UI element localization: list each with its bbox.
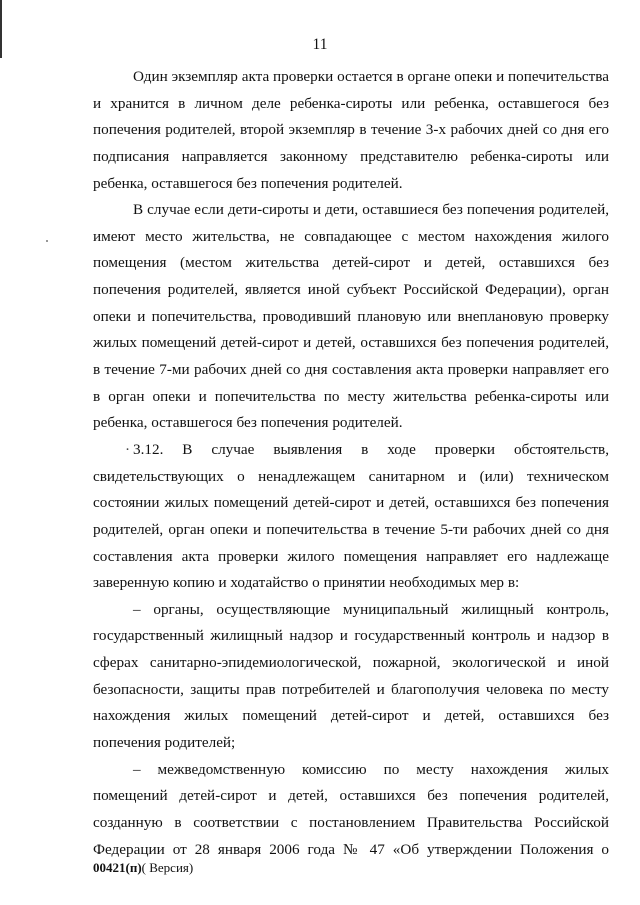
text-line (93, 570, 609, 597)
line-text: попечения родителей, второй экземпляр в течение 3-х рабочих дней со дня его (93, 121, 609, 139)
line-text: имеют место жительства, не совпадающее с местом нахождения жилого (93, 227, 609, 245)
text-line (93, 410, 609, 437)
line-text: сферах санитарно-эпидемиологической, пожарной, экологической и иной (93, 654, 609, 672)
text-line (93, 437, 609, 464)
line-text: жилых помещений детей-сирот и детей, оставшихся без попечения родителей, (93, 334, 609, 352)
text-line (93, 650, 609, 677)
line-text: созданную в соответствии с постановлением Правительства Российской (93, 813, 609, 831)
text-line (93, 277, 609, 304)
line-text: опеки и попечительства, проводивший плановую или внеплановую проверку (93, 307, 609, 325)
line-text: попечения родителей; (93, 734, 236, 752)
line-text: В случае если дети-сироты и дети, оставшиеся без попечения родителей, (133, 201, 609, 219)
text-line (93, 304, 609, 331)
margin-bullet: · (125, 440, 131, 458)
text-line (93, 144, 609, 171)
line-text: – межведомственную комиссию по месту нахождения жилых (133, 760, 609, 778)
line-text: подписания направляется законному представителю ребенка-сироты или (93, 147, 609, 165)
line-text: ребенка, оставшегося без попечения родителей. (93, 174, 403, 192)
paragraph-other-subject (93, 197, 609, 437)
line-text: помещений детей-сирот и детей, оставшихся без попечения родителей, (93, 787, 609, 805)
text-line (93, 783, 609, 810)
text-line (93, 544, 609, 571)
line-text: Один экземпляр акта проверки остается в органе опеки и попечительства (133, 68, 609, 85)
text-line (93, 91, 609, 118)
text-line (93, 197, 609, 224)
line-text: безопасности, защиты прав потребителей и благополучия человека по месту (93, 680, 609, 698)
paragraph-act-copy (93, 64, 609, 197)
text-line (93, 224, 609, 251)
text-line (93, 64, 609, 91)
text-line (93, 623, 609, 650)
text-line (93, 730, 609, 757)
text-line (93, 517, 609, 544)
footer-code (93, 859, 193, 877)
line-text: свидетельствующих о ненадлежащем санитарном и (или) техническом (93, 467, 609, 485)
text-line (93, 677, 609, 704)
paragraph-3-12 (93, 437, 609, 597)
list-item-control-bodies (93, 597, 609, 757)
text-line (93, 117, 609, 144)
text-line (93, 171, 609, 198)
text-line (93, 597, 609, 624)
line-text: заверенную копию и ходатайство о принятии необходимых мер в: (93, 574, 520, 592)
text-line (93, 250, 609, 277)
line-text: родителей, орган опеки и попечительства в течение 5-ти рабочих дней со дня (93, 520, 609, 538)
text-line (93, 357, 609, 384)
line-text: 3.12. В случае выявления в ходе проверки обстоятельств, (133, 440, 609, 458)
line-text: в орган опеки и попечительства по месту жительства ребенка-сироты или (93, 387, 609, 405)
text-line (93, 464, 609, 491)
text-line (93, 384, 609, 411)
line-text: государственный жилищный надзор и государственный контроль и надзор в (93, 627, 609, 645)
list-item-interdepartmental-commission (93, 757, 609, 864)
line-text: составления акта проверки жилого помещения направляет его надлежаще (93, 547, 609, 565)
line-text: состоянии жилых помещений детей-сирот и детей, оставшихся без попечения (93, 494, 609, 512)
footer-code-version: ( Версия) (141, 860, 194, 875)
line-text: – органы, осуществляющие муниципальный жилищный контроль, (133, 600, 609, 618)
line-text: нахождения жилых помещений детей-сирот и детей, оставшихся без (93, 707, 609, 725)
line-text: попечения родителей, является иной субъект Российской Федерации), орган (93, 281, 609, 299)
page-number: 11 (312, 36, 328, 53)
body-text (93, 64, 609, 863)
line-text: и хранится в личном деле ребенка-сироты или ребенка, оставшегося без (93, 94, 609, 112)
line-text: Федерации от 28 января 2006 года № 47 «Об утверждении Положения о (93, 840, 609, 858)
line-text: ребенка, оставшегося без попечения родителей. (93, 414, 403, 432)
scan-speck (46, 240, 48, 242)
line-text: в течение 7-ми рабочих дней со дня составления акта проверки направляет его (93, 361, 609, 379)
text-line (93, 703, 609, 730)
footer-code-number: 00421(п) (93, 860, 142, 875)
line-text: помещения (местом жительства детей-сирот и детей, оставшихся без (93, 254, 609, 272)
text-line (93, 810, 609, 837)
text-line (93, 330, 609, 357)
text-line (93, 757, 609, 784)
text-line (93, 490, 609, 517)
